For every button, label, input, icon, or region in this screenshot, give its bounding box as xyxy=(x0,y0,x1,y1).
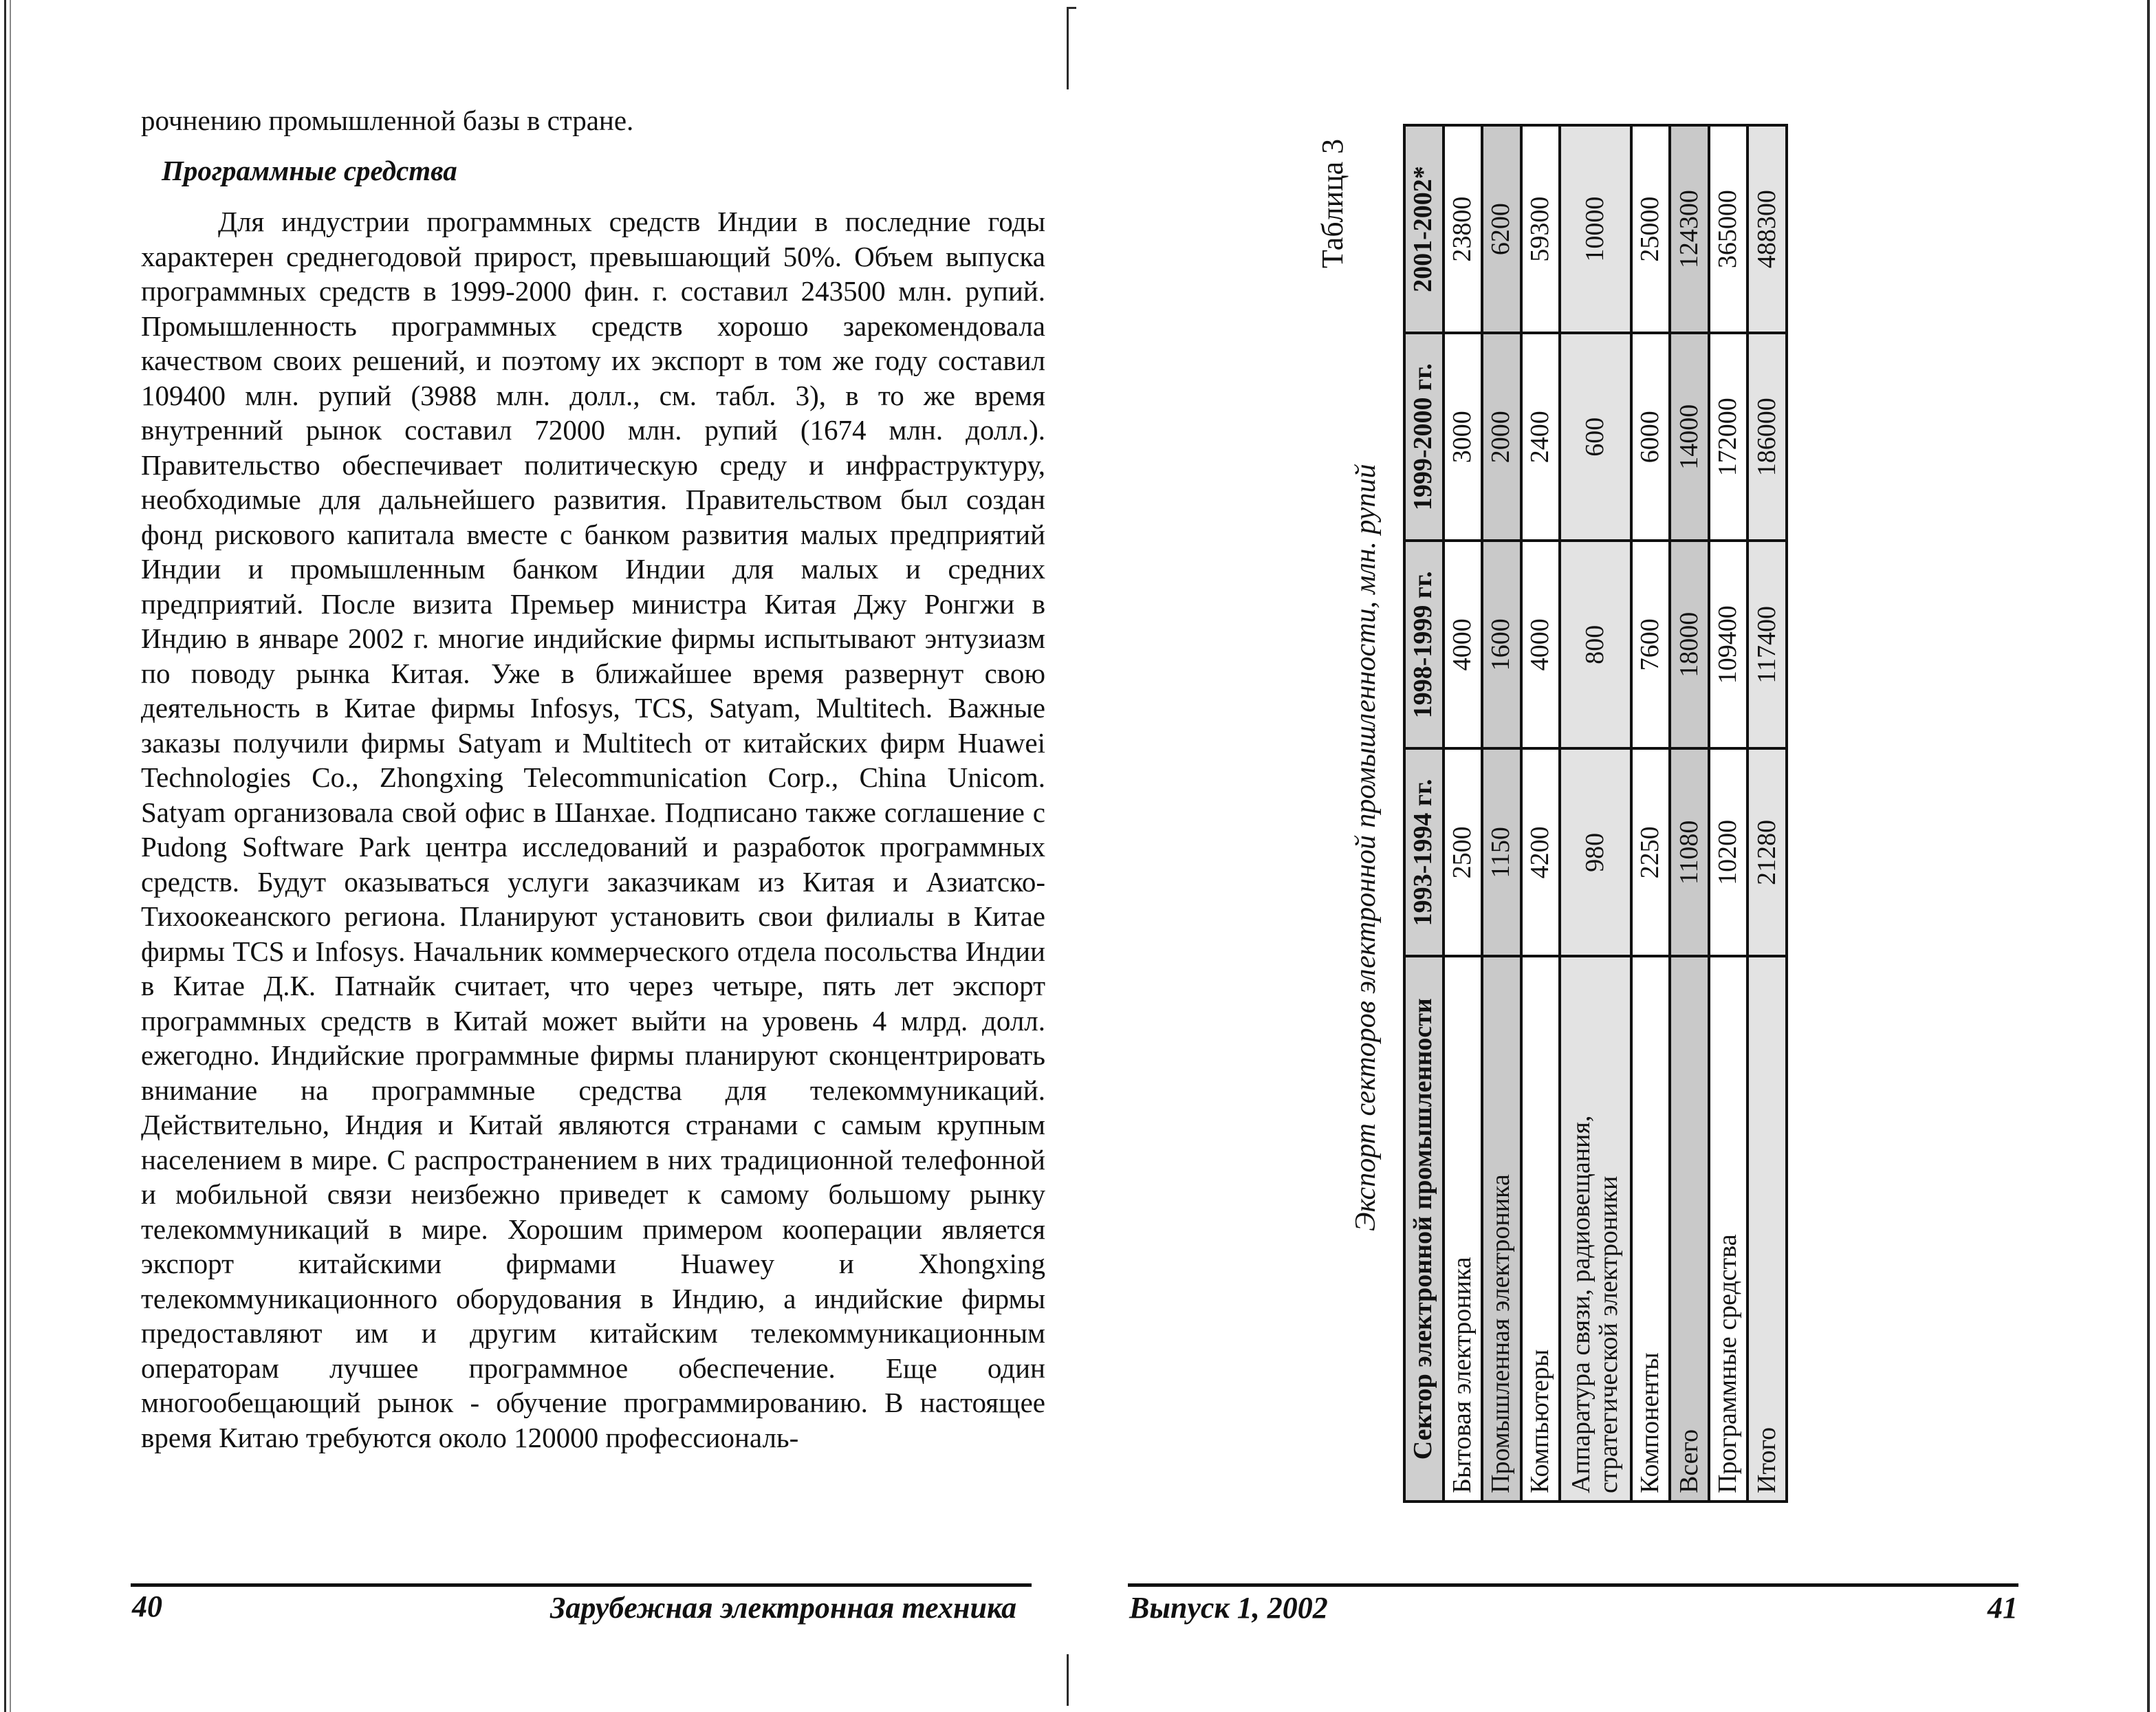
row-value: 21280 xyxy=(1747,748,1787,956)
row-value: 600 xyxy=(1560,333,1631,541)
row-value: 124300 xyxy=(1670,125,1709,333)
row-value: 3000 xyxy=(1444,333,1483,541)
right-issue: Выпуск 1, 2002 xyxy=(1129,1591,1328,1625)
table-label: Таблица 3 xyxy=(1316,138,1349,268)
row-value: 11080 xyxy=(1670,748,1709,956)
row-sector: Компоненты xyxy=(1631,956,1670,1502)
row-value: 186000 xyxy=(1747,333,1787,541)
row-value: 4200 xyxy=(1521,748,1560,956)
row-sector: Итого xyxy=(1747,956,1787,1502)
export-table-rotated xyxy=(1403,124,1788,1503)
table-row xyxy=(1709,125,1748,1502)
table-row xyxy=(1747,125,1787,1502)
table-row xyxy=(1482,125,1521,1502)
header-1993: 1993-1994 гг. xyxy=(1404,748,1444,956)
row-value: 488300 xyxy=(1747,125,1787,333)
row-value: 1600 xyxy=(1482,541,1521,748)
row-value: 172000 xyxy=(1709,333,1748,541)
row-value: 6000 xyxy=(1631,333,1670,541)
article-text-column xyxy=(141,103,1045,1455)
row-value: 10200 xyxy=(1709,748,1748,956)
continued-line: рочнению промышленной базы в стране. xyxy=(141,105,634,136)
row-value: 23800 xyxy=(1444,125,1483,333)
row-value: 25000 xyxy=(1631,125,1670,333)
row-sector: Бытовая электроника xyxy=(1444,956,1483,1502)
row-value: 980 xyxy=(1560,748,1631,956)
row-value: 14000 xyxy=(1670,333,1709,541)
row-value: 59300 xyxy=(1521,125,1560,333)
row-value: 117400 xyxy=(1747,541,1787,748)
row-sector: Компьютеры xyxy=(1521,956,1560,1502)
row-sector: Аппаратура связи, радиовещания, стратегической электроники xyxy=(1560,956,1631,1502)
section-heading: Программные средства xyxy=(162,154,457,186)
table-row xyxy=(1444,125,1483,1502)
left-page xyxy=(0,0,1073,1712)
table-row xyxy=(1631,125,1670,1502)
row-value: 18000 xyxy=(1670,541,1709,748)
row-value: 365000 xyxy=(1709,125,1748,333)
left-footer-rule xyxy=(131,1583,1032,1587)
table-row xyxy=(1670,125,1709,1502)
table-caption: Экспорт секторов электронной промышленности, млн. рупий xyxy=(1350,464,1382,1231)
left-page-number: 40 xyxy=(132,1590,162,1623)
row-value: 2250 xyxy=(1631,748,1670,956)
row-value: 1150 xyxy=(1482,748,1521,956)
header-1999: 1999-2000 гг. xyxy=(1404,333,1444,541)
row-value: 4000 xyxy=(1444,541,1483,748)
row-sector: Программные средства xyxy=(1709,956,1748,1502)
row-value: 2500 xyxy=(1444,748,1483,956)
right-page-number: 41 xyxy=(1988,1591,2018,1625)
row-value: 109400 xyxy=(1709,541,1748,748)
row-sector: Всего xyxy=(1670,956,1709,1502)
row-value: 6200 xyxy=(1482,125,1521,333)
row-sector: Промышленная электроника xyxy=(1482,956,1521,1502)
row-value: 10000 xyxy=(1560,125,1631,333)
header-1998: 1998-1999 гг. xyxy=(1404,541,1444,748)
row-value: 800 xyxy=(1560,541,1631,748)
table-row xyxy=(1521,125,1560,1502)
row-value: 4000 xyxy=(1521,541,1560,748)
header-sector: Сектор электронной промышленности xyxy=(1404,956,1444,1502)
left-journal-title: Зарубежная электронная техника xyxy=(550,1591,1017,1625)
row-value: 2400 xyxy=(1521,333,1560,541)
table-header-row xyxy=(1404,125,1444,1502)
table-row xyxy=(1560,125,1631,1502)
body-paragraph: Для индустрии программных средств Индии в последние годы характерен среднегодовой прирост, превышающий 50%. Объем выпуска программных средств в 1999-2000 фин. г. составил 243500 млн. рупий. Промышленность программных средств хорошо зарекомендовала качеством своих решений, и поэтому их экспорт в том же году составил 109400 млн. рупий (3988 млн. долл., см. табл. 3), в то же время внутренний рынок составил 72000 млн. рупий (1674 млн. долл.). Правительство обеспечивает политическую среду и инфраструктуру, необходимые для дальнейшего развития. Правительством был создан фонд рискового капитала вместе с банком развития малых предприятий Индии и промышленным банком Индии для малых и средних предприятий. После визита Премьер министра Китая Джу Ронгжи в Индию в январе 2002 г. многие индийские фирмы испытывают энтузиазм по поводу рынка Китая. Уже в ближайшее время развернут свою деятельность в Китае фирмы Infosys, TCS, Satyam, Multitech. Важные заказы получили фирмы Satyam и Multitech от китайских фирм Huawei Technologies Co., Zhongxing Telecommunication Corp., China Unicom. Satyam организовала свой офис в Шанхае. Подписано также соглашение с Pudong Software Park центра исследований и разработок программных средств. Будут оказываться услуги заказчикам из Китая и Азиатско-Тихоокеанского региона. Планируют установить свои филиалы в Китае фирмы TCS и Infosys. Начальник коммерческого отдела посольства Индии в Китае Д.К. Патнайк считает, что через четыре, пять лет экспорт программных средств в Китай может выйти на уровень 4 млрд. долл. ежегодно. Индийские программные фирмы планируют сконцентрировать внимание на программные средства для телекоммуникаций. Действительно, Индия и Китай являются странами с самым крупным населением в мире. С распространением в них традиционной телефонной и мобильной связи неизбежно приведет к самому большому рынку телекоммуникаций в мире. Хорошим примером кооперации является экспорт китайскими фирмами Huawey и Xhongxing телекоммуникационного оборудования в Индию, а индийские фирмы предоставляют им и другим китайским телекоммуникационным операторам лучшее программное обеспечение. Еще один многообещающий рынок - обучение программированию. В настоящее время Китаю требуются около 120000 профессиональ- xyxy=(141,206,1045,1453)
row-value: 7600 xyxy=(1631,541,1670,748)
row-value: 2000 xyxy=(1482,333,1521,541)
export-table xyxy=(1403,124,1788,1503)
right-footer-rule xyxy=(1128,1583,2018,1587)
header-2001: 2001-2002* xyxy=(1404,125,1444,333)
